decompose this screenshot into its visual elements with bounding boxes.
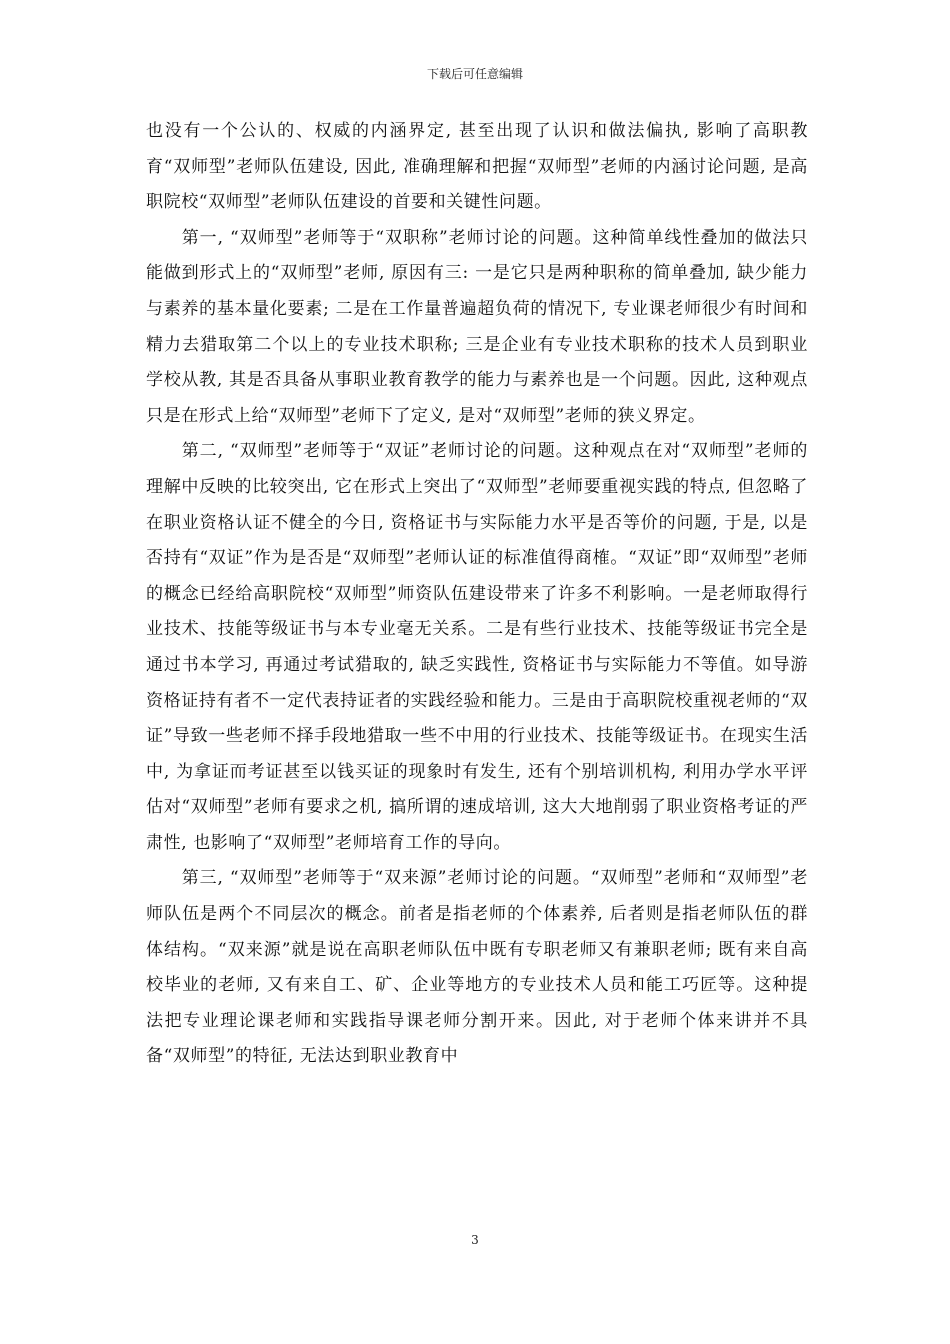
- paragraph-first-point: 第一, “双师型”老师等于“双职称”老师讨论的问题。这种简单线性叠加的做法只能做到形式上的“双师型”老师, 原因有三: 一是它只是两种职称的简单叠加, 缺少能力与素养的基本量化要素; 二是在工作量普遍超负荷的情况下, 专业课老师很少有时间和精力去猎取第二个以上的专业技术职称; 三是企业有专业技术职称的技术人员到职业学校从教, 其是否具备从事职业教育教学的能力与素养也是一个问题。因此, 这种观点只是在形式上给“双师型”老师下了定义, 是对“双师型”老师的狭义界定。: [146, 227, 808, 426]
- document-body: [146, 114, 808, 1075]
- paragraph-continuation: 也没有一个公认的、权威的内涵界定, 甚至出现了认识和做法偏执, 影响了高职教育“双师型”老师队伍建设, 因此, 准确理解和把握“双师型”老师的内涵讨论问题, 是高职院校“双师型”老师队伍建设的首要和关键性问题。: [146, 121, 808, 213]
- paragraph-second-point: 第二, “双师型”老师等于“双证”老师讨论的问题。这种观点在对“双师型”老师的理解中反映的比较突出, 它在形式上突出了“双师型”老师要重视实践的特点, 但忽略了在职业资格认证不健全的今日, 资格证书与实际能力水平是否等价的问题, 于是, 以是否持有“双证”作为是否是“双师型”老师认证的标准值得商榷。“双证”即“双师型”老师的概念已经给高职院校“双师型”师资队伍建设带来了许多不利影响。一是老师取得行业技术、技能等级证书与本专业毫无关系。二是有些行业技术、技能等级证书完全是通过书本学习, 再通过考试猎取的, 缺乏实践性, 资格证书与实际能力不等值。如导游资格证持有者不一定代表持证者的实践经验和能力。三是由于高职院校重视老师的“双证”导致一些老师不择手段地猎取一些不中用的行业技术、技能等级证书。在现实生活中, 为拿证而考证甚至以钱买证的现象时有发生, 还有个别培训机构, 利用办学水平评估对“双师型”老师有要求之机, 搞所谓的速成培训, 这大大地削弱了职业资格考证的严肃性, 也影响了“双师型”老师培育工作的导向。: [146, 441, 808, 853]
- paragraph-third-point: 第三, “双师型”老师等于“双来源”老师讨论的问题。“双师型”老师和“双师型”老师队伍是两个不同层次的概念。前者是指老师的个体素养, 后者则是指老师队伍的群体结构。“双来源”就是说在高职老师队伍中既有专职老师又有兼职老师; 既有来自高校毕业的老师, 又有来自工、矿、企业等地方的专业技术人员和能工巧匠等。这种提法把专业理论课老师和实践指导课老师分割开来。因此, 对于老师个体来讲并不具备“双师型”的特征, 无法达到职业教育中: [146, 868, 808, 1067]
- page-number: 3: [471, 1233, 479, 1247]
- page-header: 下载后可任意编辑: [426, 67, 523, 81]
